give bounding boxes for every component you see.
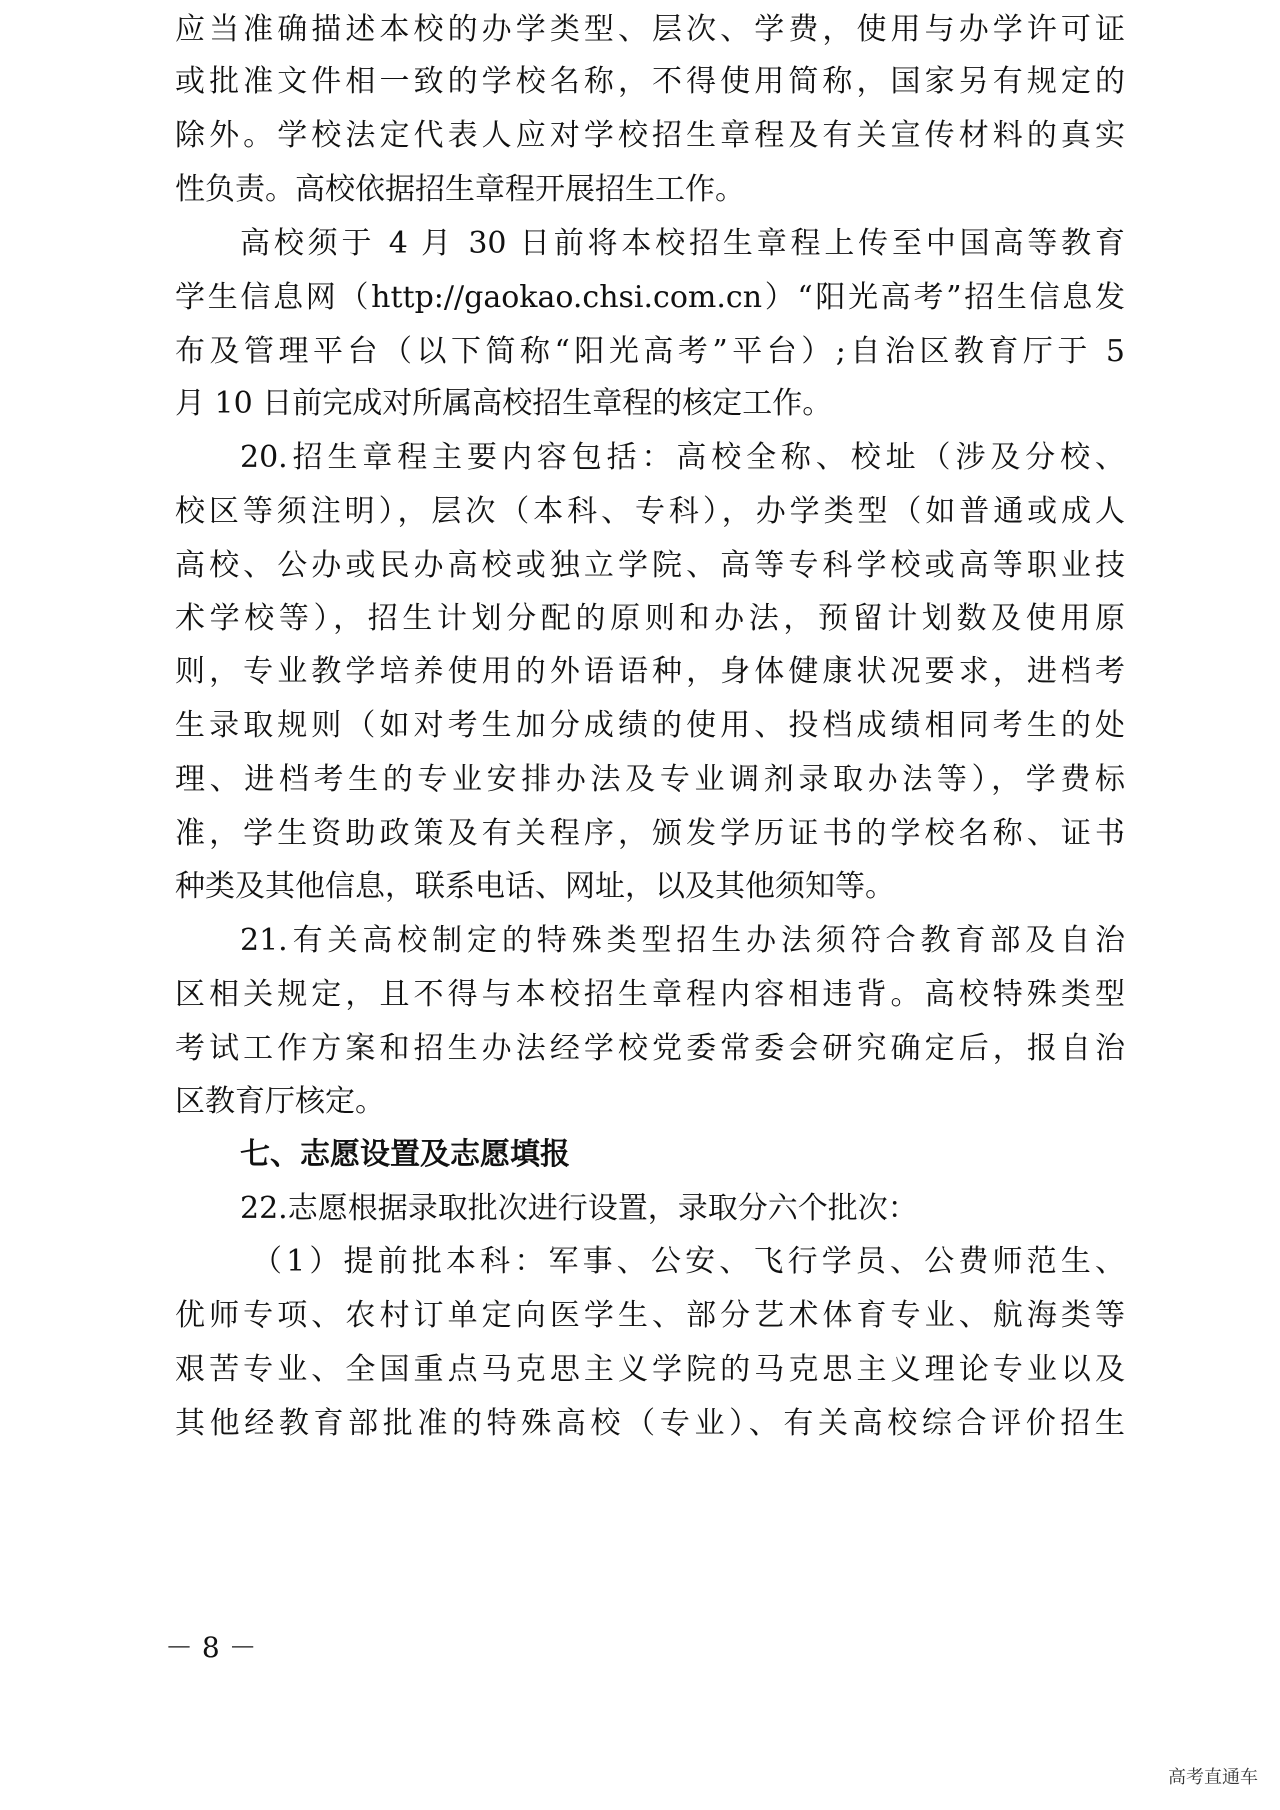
text-line: 高校须于 4 月 30 日前将本校招生章程上传至中国高等教育 <box>240 226 1125 261</box>
text-line: 布及管理平台（以下简称“阳光高考”平台）;自治区教育厅于 5 <box>175 334 1125 369</box>
text-line: 或批准文件相一致的学校名称，不得使用简称，国家另有规定的 <box>175 64 1125 99</box>
text-line: 21.有关高校制定的特殊类型招生办法须符合教育部及自治 <box>240 923 1125 958</box>
text-line: 应当准确描述本校的办学类型、层次、学费，使用与办学许可证 <box>175 12 1125 47</box>
text-line: （1）提前批本科：军事、公安、飞行学员、公费师范生、 <box>252 1244 1125 1279</box>
text-line: 校区等须注明），层次（本科、专科），办学类型（如普通或成人 <box>175 494 1125 529</box>
text-line: 性负责。高校依据招生章程开展招生工作。 <box>175 172 745 207</box>
text-line: 高校、公办或民办高校或独立学院、高等专科学校或高等职业技 <box>175 548 1125 583</box>
page-number: － 8 － <box>165 1631 257 1664</box>
text-line: 其他经教育部批准的特殊高校（专业）、有关高校综合评价招生 <box>175 1406 1125 1441</box>
text-line: 优师专项、农村订单定向医学生、部分艺术体育专业、航海类等 <box>175 1298 1125 1333</box>
text-line: 区相关规定，且不得与本校招生章程内容相违背。高校特殊类型 <box>175 977 1125 1012</box>
text-line: 则，专业教学培养使用的外语语种，身体健康状况要求，进档考 <box>175 654 1125 689</box>
text-line: 术学校等），招生计划分配的原则和办法，预留计划数及使用原 <box>175 601 1125 636</box>
section-heading: 七、志愿设置及志愿填报 <box>240 1137 570 1172</box>
text-line: 月 10 日前完成对所属高校招生章程的核定工作。 <box>175 386 833 421</box>
watermark-text: 高考直通车 <box>1168 1767 1258 1788</box>
text-line: 艰苦专业、全国重点马克思主义学院的马克思主义理论专业以及 <box>175 1352 1125 1387</box>
text-line: 22.志愿根据录取批次进行设置，录取分六个批次： <box>240 1191 918 1226</box>
text-line: 除外。学校法定代表人应对学校招生章程及有关宣传材料的真实 <box>175 118 1125 153</box>
text-line: 准，学生资助政策及有关程序，颁发学历证书的学校名称、证书 <box>175 816 1125 851</box>
text-line: 理、进档考生的专业安排办法及专业调剂录取办法等），学费标 <box>175 762 1125 797</box>
text-line: 区教育厅核定。 <box>175 1084 385 1119</box>
text-line: 20.招生章程主要内容包括：高校全称、校址（涉及分校、 <box>240 440 1125 475</box>
text-line: 学生信息网（http://gaokao.chsi.com.cn）“阳光高考”招生信息发 <box>175 280 1125 315</box>
text-line: 种类及其他信息，联系电话、网址，以及其他须知等。 <box>175 869 895 904</box>
text-line: 考试工作方案和招生办法经学校党委常委会研究确定后，报自治 <box>175 1031 1125 1066</box>
text-line: 生录取规则（如对考生加分成绩的使用、投档成绩相同考生的处 <box>175 708 1125 743</box>
